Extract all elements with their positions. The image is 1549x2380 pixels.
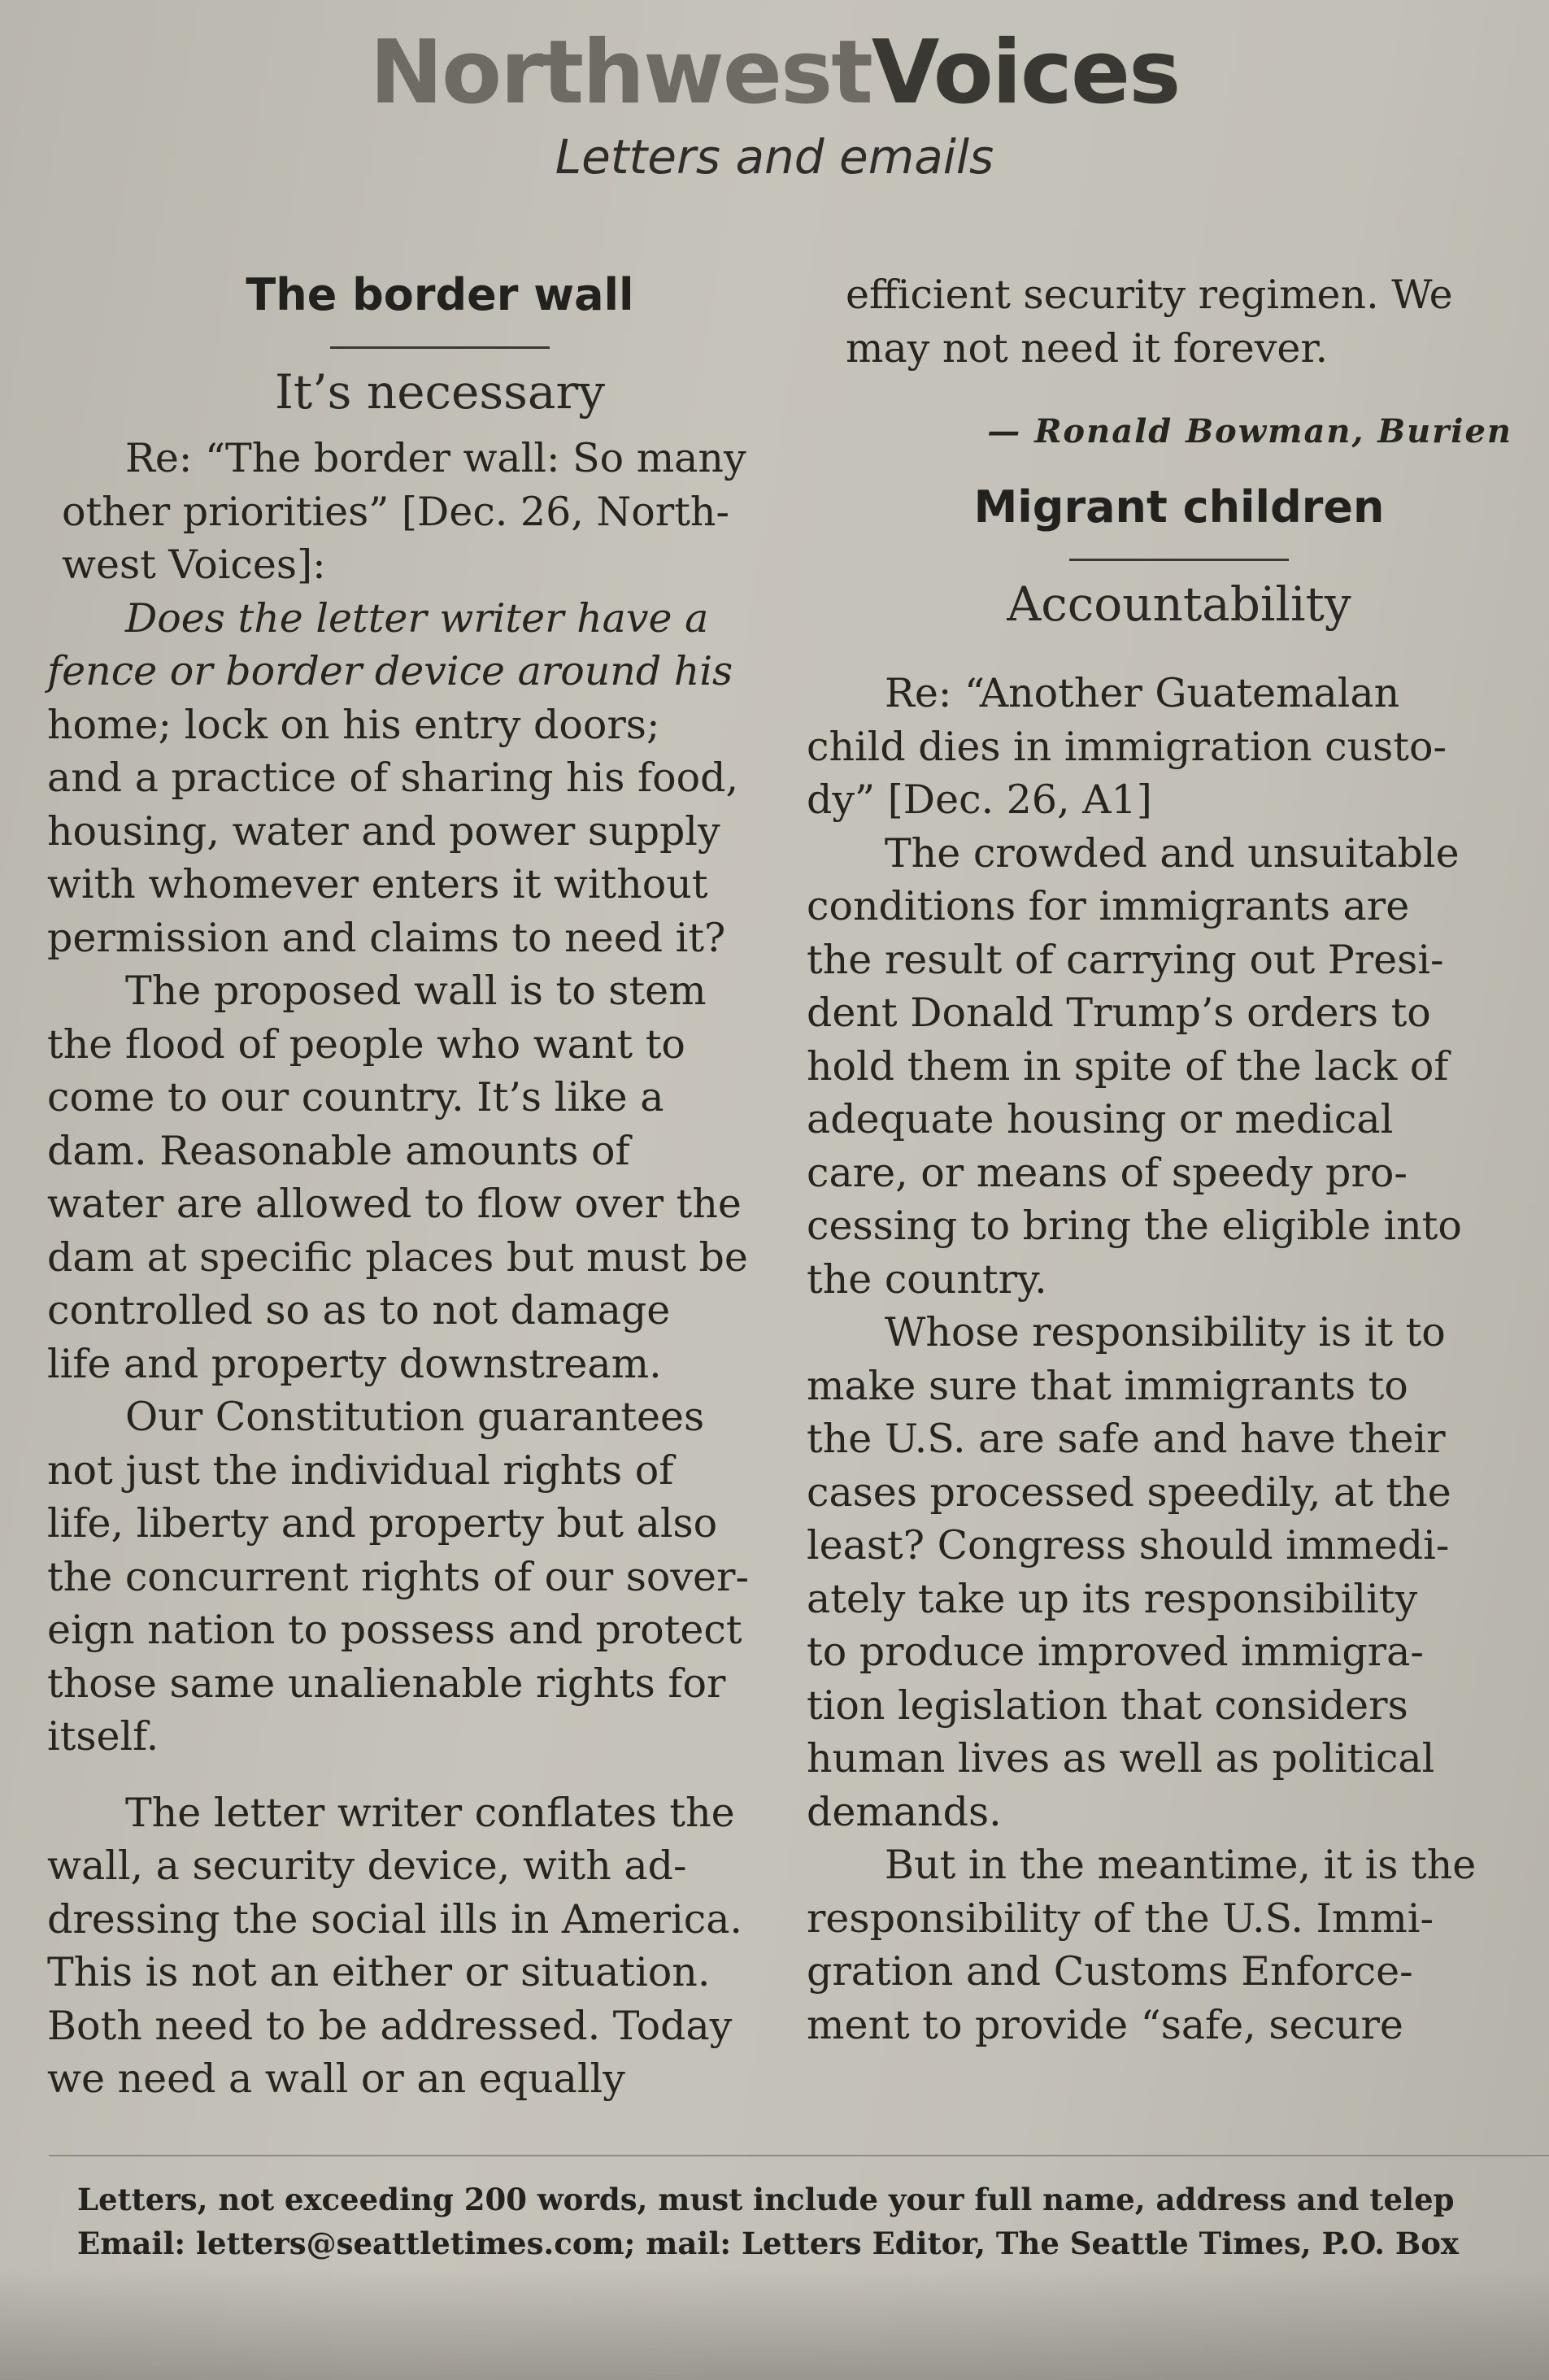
text-line: dressing the social ills in America. bbox=[47, 1895, 743, 1943]
text-line: dy” [Dec. 26, A1] bbox=[807, 777, 1152, 823]
letter-paragraph bbox=[47, 1786, 794, 2106]
text-line: come to our country. It’s like a bbox=[47, 1074, 664, 1120]
text-line: the U.S. are safe and have their bbox=[807, 1416, 1446, 1462]
text-line: we need a wall or an equally bbox=[47, 2056, 625, 2102]
letter-signature: — Ronald Bowman, Burien bbox=[987, 412, 1512, 450]
letter-paragraph bbox=[807, 827, 1512, 1307]
paragraph-gap bbox=[86, 1764, 794, 1786]
photo-shadow bbox=[0, 2269, 1549, 2380]
text-line: responsibility of the U.S. Immi- bbox=[807, 1895, 1434, 1942]
text-line: west Voices]: bbox=[62, 542, 326, 588]
text-line: conditions for immigrants are bbox=[807, 883, 1410, 929]
text-line: home; lock on his entry doors; bbox=[47, 701, 660, 748]
letter-paragraph bbox=[807, 1838, 1512, 2051]
section-subtitle: Letters and emails bbox=[555, 129, 994, 185]
text-line: The proposed wall is to stem bbox=[125, 968, 707, 1014]
text-line: Whose responsibility is it to bbox=[885, 1309, 1446, 1355]
text-line: and a practice of sharing his food, bbox=[47, 755, 739, 801]
text-line: The letter writer conflates the bbox=[125, 1789, 735, 1836]
text-line: the country. bbox=[807, 1255, 1047, 1303]
text-line: Our Constitution guarantees bbox=[125, 1394, 705, 1440]
text-line: housing, water and power supply bbox=[47, 807, 720, 855]
letter-headline-accountability: Accountability bbox=[1007, 577, 1351, 632]
text-line: other priorities” [Dec. 26, North- bbox=[62, 488, 730, 535]
paragraph-gap bbox=[846, 644, 1512, 667]
text-line: tion legislation that considers bbox=[807, 1682, 1408, 1729]
text-line: with whomever enters it without bbox=[47, 861, 708, 907]
text-line: cessing to bring the eligible into bbox=[807, 1203, 1462, 1249]
right-column bbox=[807, 268, 1512, 2051]
text-line: ment to provide “safe, secure bbox=[807, 2001, 1403, 2048]
text-line: Re: “The border wall: So many bbox=[125, 435, 746, 481]
text-line: least? Congress should immedi- bbox=[807, 1522, 1450, 1569]
text-line: itself. bbox=[47, 1713, 159, 1760]
text-line: may not need it forever. bbox=[846, 324, 1329, 372]
guidelines-line-1: Letters, not exceeding 200 words, must include your full name, address and telep bbox=[77, 2182, 1455, 2217]
text-line: Re: “Another Guatemalan bbox=[885, 670, 1400, 716]
text-line: demands. bbox=[807, 1788, 1002, 1835]
text-line: those same unalienable rights for bbox=[47, 1660, 726, 1707]
text-line: fence or border device around his bbox=[47, 648, 733, 694]
text-line: the flood of people who want to bbox=[47, 1020, 685, 1068]
text-line: life, liberty and property but also bbox=[47, 1500, 718, 1547]
text-line: dam at specific places but must be bbox=[47, 1234, 748, 1281]
text-line: permission and claims to need it? bbox=[47, 914, 726, 961]
text-line: gration and Customs Enforce- bbox=[807, 1948, 1413, 1995]
topic-divider bbox=[1069, 559, 1289, 561]
text-line: hold them in spite of the lack of bbox=[807, 1042, 1449, 1090]
text-line: eign nation to possess and protect bbox=[47, 1607, 742, 1653]
text-line: cases processed speedily, at the bbox=[807, 1468, 1451, 1516]
letter-paragraph bbox=[47, 1390, 794, 1764]
text-line: not just the individual rights of bbox=[47, 1447, 674, 1494]
section-masthead bbox=[0, 24, 1549, 122]
masthead-voices: Voices bbox=[871, 22, 1180, 124]
continued-paragraph bbox=[846, 268, 1512, 375]
topic-heading-border-wall: The border wall bbox=[246, 269, 634, 320]
text-line: to produce improved immigra- bbox=[807, 1629, 1424, 1675]
letter-paragraph bbox=[47, 592, 794, 965]
footer-divider bbox=[49, 2155, 1549, 2156]
topic-heading-migrant-children: Migrant children bbox=[973, 481, 1385, 533]
text-line: Does the letter writer have a bbox=[125, 594, 709, 642]
letter-paragraph bbox=[807, 1306, 1512, 1838]
text-line: efficient security regimen. We bbox=[846, 272, 1453, 318]
left-column bbox=[47, 268, 794, 2106]
text-line: the concurrent rights of our sover- bbox=[47, 1553, 750, 1600]
submission-guidelines bbox=[77, 2178, 1549, 2265]
topic-divider bbox=[330, 346, 550, 349]
text-line: This is not an either or situation. bbox=[47, 1949, 711, 1995]
text-line: controlled so as to not damage bbox=[47, 1287, 671, 1334]
text-line: water are allowed to flow over the bbox=[47, 1181, 742, 1227]
text-line: wall, a security device, with ad- bbox=[47, 1843, 687, 1889]
text-line: The crowded and unsuitable bbox=[885, 829, 1460, 877]
text-line: human lives as well as political bbox=[807, 1735, 1435, 1782]
text-line: But in the meantime, it is the bbox=[885, 1842, 1477, 1888]
text-line: Both need to be addressed. Today bbox=[47, 2002, 733, 2049]
text-line: child dies in immigration custo- bbox=[807, 723, 1447, 770]
letter-paragraph bbox=[807, 667, 1512, 827]
guidelines-line-2: Email: letters@seattletimes.com; mail: Letters Editor, The Seattle Times, P.O. Box bbox=[77, 2226, 1459, 2261]
text-line: the result of carrying out Presi- bbox=[807, 936, 1444, 983]
text-line: dent Donald Trump’s orders to bbox=[807, 990, 1431, 1036]
text-line: dam. Reasonable amounts of bbox=[47, 1127, 630, 1174]
text-line: life and property downstream. bbox=[47, 1340, 662, 1387]
letter-paragraph bbox=[62, 432, 794, 592]
letter-headline-necessary: It’s necessary bbox=[275, 364, 605, 420]
text-line: care, or means of speedy pro- bbox=[807, 1149, 1408, 1196]
text-line: ately take up its responsibility bbox=[807, 1575, 1418, 1622]
text-line: make sure that immigrants to bbox=[807, 1362, 1408, 1409]
text-line: adequate housing or medical bbox=[807, 1096, 1394, 1142]
letter-paragraph bbox=[47, 964, 794, 1390]
masthead-northwest: Northwest bbox=[369, 22, 872, 124]
